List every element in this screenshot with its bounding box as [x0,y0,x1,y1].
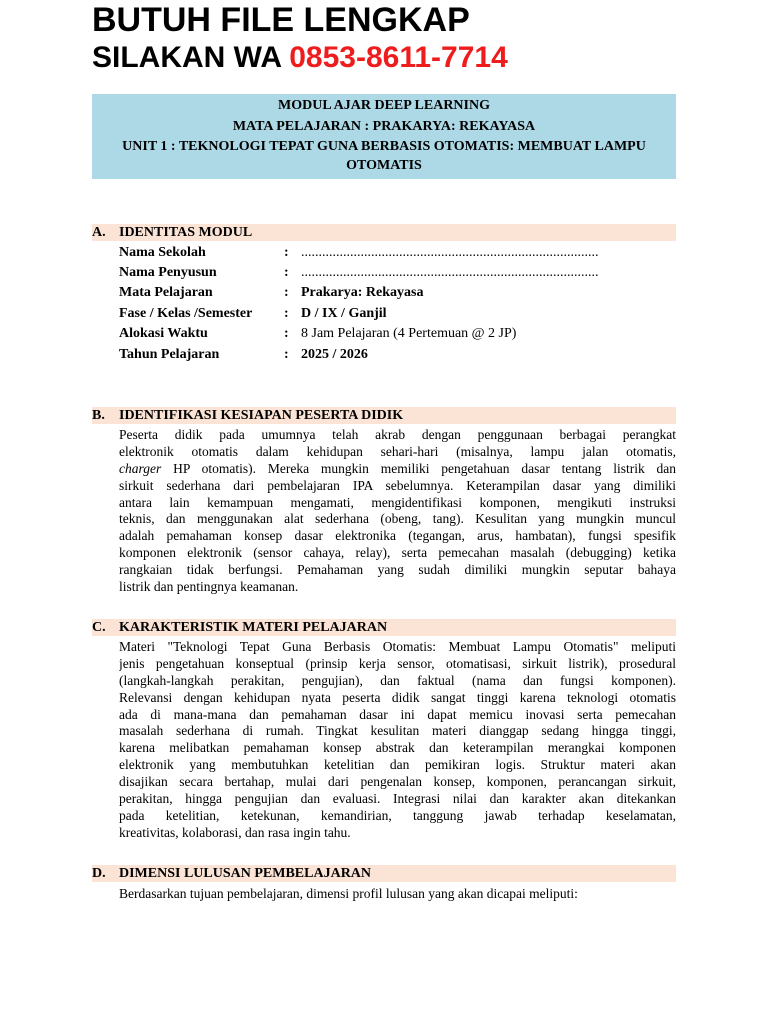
paragraph-line: (langkah-langkah perakitan, pengujian), dan faktual (nama dan fungsi komponen). [119,672,676,688]
paragraph-line: disajikan secara bertahap, mulai dari pengenalan konsep, komponen, perancangan sirkuit, [119,774,676,790]
section-b-header [92,407,676,424]
paragraph-line: pada ketelitian, ketekunan, kemandirian, tanggung jawab terhadap keselamatan, [119,807,676,823]
paragraph-line: sirkuit sederhana dari pembelajaran IPA sebelumnya. Keterampilan dasar yang dimiliki [119,477,676,493]
identity-label: Fase / Kelas /Semester [119,306,253,321]
section-title: IDENTITAS MODUL [119,225,253,240]
promo-prefix: SILAKAN WA [92,41,290,74]
section-letter: C. [92,620,106,635]
identity-colon: : [284,326,289,341]
paragraph-line: elektronik otomatis dalam kehidupan sehari-hari (misalnya, lampu jalan otomatis, [119,443,676,459]
paragraph-line: jenis pengetahuan konseptual (prinsip kerja sensor, otomatisasi, sirkuit listrik), prosedural [119,655,676,671]
paragraph-line: masalah sederhana di rumah. Tingkat kesulitan materi dianggap sedang hingga tinggi, [119,723,676,739]
identity-label: Tahun Pelajaran [119,347,220,362]
identity-colon: : [284,347,289,362]
identity-colon: : [284,245,289,260]
section-a-header [92,224,676,241]
identity-value: 8 Jam Pelajaran (4 Pertemuan @ 2 JP) [301,326,517,341]
paragraph-line: Berdasarkan tujuan pembelajaran, dimensi profil lulusan yang akan dicapai meliputi: [119,886,578,901]
italic-term: charger [119,460,162,476]
paragraph-line: Peserta didik pada umumnya telah akrab dengan penggunaan berbagai perangkat [119,427,676,442]
promo-line-1: BUTUH FILE LENGKAP [92,1,470,39]
identity-label: Nama Penyusun [119,265,217,280]
identity-value: ..................................................................................... [301,265,599,280]
promo-line-2 [92,39,508,77]
paragraph-line: adalah pemahaman konsep dasar elektronika (tegangan, arus, hambatan), fungsi spesifik [119,528,676,544]
identity-value: 2025 / 2026 [301,347,368,362]
subject-title: MATA PELAJARAN : PRAKARYA: REKAYASA [232,118,536,134]
unit-title: UNIT 1 : TEKNOLOGI TEPAT GUNA BERBASIS OTOMATIS: MEMBUAT LAMPU OTOMATIS [122,139,646,173]
identity-colon: : [284,265,289,280]
identity-label: Nama Sekolah [119,245,206,260]
paragraph-line: Relevansi dengan kehidupan nyata peserta didik sangat tinggi karena teknologi otomatis [119,689,676,705]
identity-value: ..................................................................................... [301,245,599,260]
paragraph-line: elektronik yang membutuhkan ketelitian dan pemikiran logis. Struktur materi akan [119,757,676,773]
paragraph-line: kreativitas, kolaborasi, dan rasa ingin tahu. [119,824,351,840]
section-letter: D. [92,866,106,881]
graduate-dimension-paragraph [119,886,676,903]
material-paragraph [119,639,676,842]
paragraph-line: karena melibatkan pemahaman konsep abstrak dan keterampilan merangkai komponen [119,740,676,756]
whatsapp-number[interactable]: 0853-8611-7714 [289,41,508,74]
identity-colon: : [284,306,289,321]
readiness-paragraph [119,427,676,596]
identity-colon: : [284,285,289,300]
identity-label: Alokasi Waktu [119,326,208,341]
identity-value: D / IX / Ganjil [301,306,387,321]
section-d-header [92,865,676,882]
paragraph-line: charger HP otomatis). Mereka mungkin memiliki pengetahuan dasar tentang listrik dan [119,460,676,476]
section-letter: B. [92,408,105,423]
paragraph-line: antara lain kemampuan mengamati, mengidentifikasi komponen, mengikuti instruksi [119,494,676,510]
paragraph-line: ada di mana-mana dan pemahaman dasar ini dapat memicu inovasi serta pemecahan [119,706,676,722]
paragraph-line: listrik dan pentingnya keamanan. [119,579,299,595]
section-c-header [92,619,676,636]
paragraph-line: rangkaian tidak berfungsi. Pemahaman yang sudah dimiliki mungkin seputar bahaya [119,562,676,578]
section-letter: A. [92,225,106,240]
module-title: MODUL AJAR DEEP LEARNING [278,98,490,113]
section-title: DIMENSI LULUSAN PEMBELAJARAN [119,866,372,881]
identity-label: Mata Pelajaran [119,285,213,300]
module-title-box [92,94,676,179]
section-title: IDENTIFIKASI KESIAPAN PESERTA DIDIK [119,408,404,423]
paragraph-line: Materi "Teknologi Tepat Guna Berbasis Otomatis: Membuat Lampu Otomatis" meliputi [119,639,676,654]
paragraph-line: teknis, dan menggunakan alat sederhana (obeng, tang). Kesulitan yang mungkin muncul [119,511,676,527]
paragraph-line: komponen elektronik (sensor cahaya, relay), serta pemecahan masalah (debugging) ketika [119,545,676,561]
paragraph-line: perakitan, hingga pengujian dan evaluasi. Integrasi nilai dan karakter akan ditekankan [119,791,676,807]
section-title: KARAKTERISTIK MATERI PELAJARAN [119,620,388,635]
identity-value: Prakarya: Rekayasa [301,285,424,300]
